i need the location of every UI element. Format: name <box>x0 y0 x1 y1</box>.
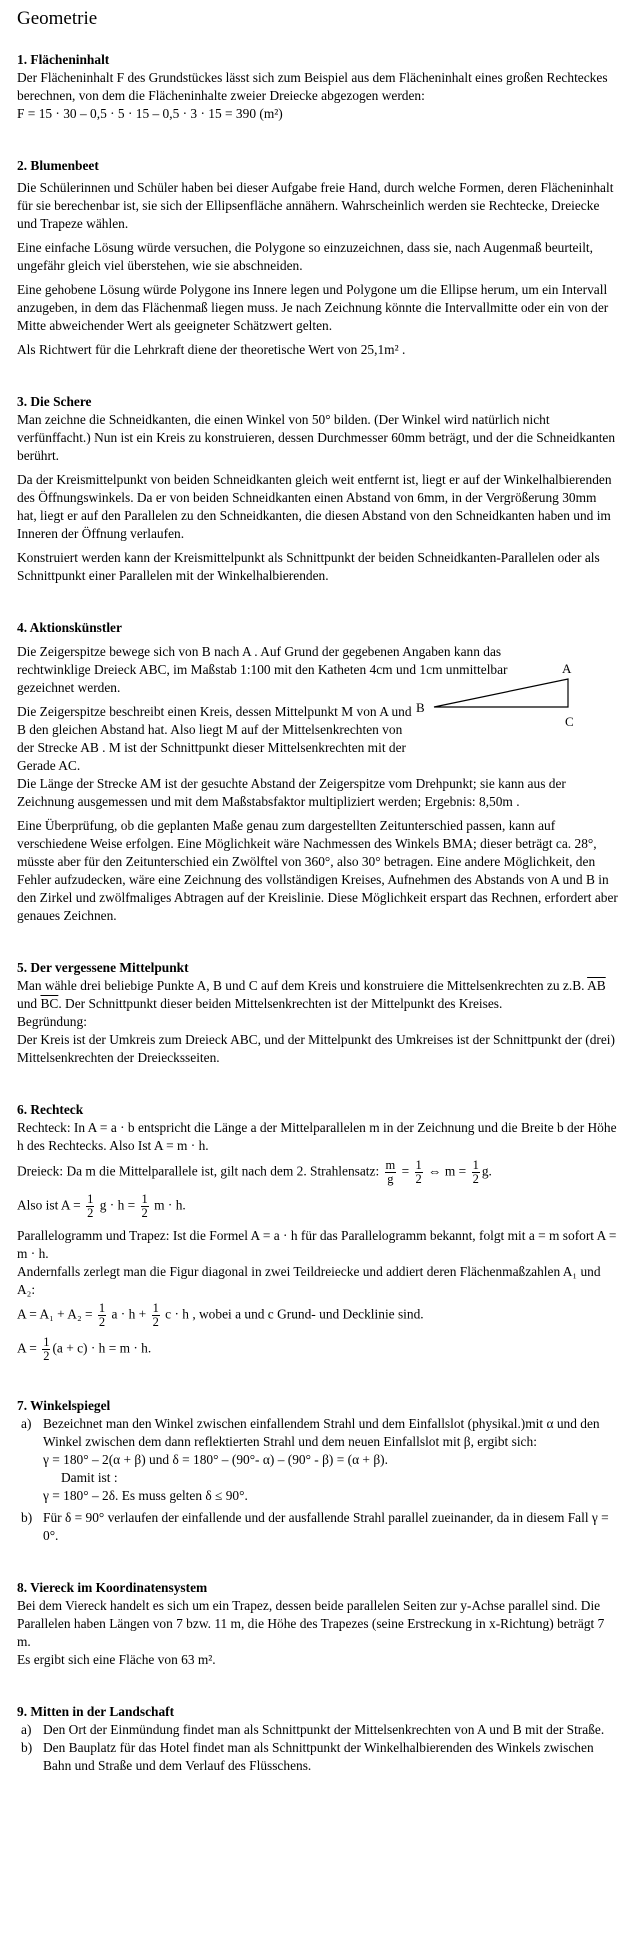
paragraph: Rechteck: In A = a · b entspricht die Länge a der Mittelparallelen m in der Zeichnung und die Breite b der Höhe h des Rechtecks. Also Ist A = m · h. <box>17 1120 617 1153</box>
paragraph: Es ergibt sich eine Fläche von 63 m². <box>17 1652 216 1667</box>
paragraph: Parallelogramm und Trapez: Ist die Formel A = a · h für das Parallelogramm bekannt, folgt mit a = m sofort A = m · h. <box>17 1228 617 1261</box>
text-run: Dreieck: Da m die Mittelparallele ist, gilt nach dem 2. Strahlensatz: <box>17 1163 380 1179</box>
item-text: Bezeichnet man den Winkel zwischen einfallendem Strahl und dem Einfallslot (physikal.)mit α und den Winkel zwischen dem dann reflektierten Strahl und dem neuen Einfallslot mit β, ergibt sich: <box>43 1416 600 1449</box>
triangle-abc <box>434 679 568 707</box>
paragraph: Andernfalls zerlegt man die Figur diagonal in zwei Teildreiecke und addiert deren Flächenmaßzahlen A₁ und A₂: <box>17 1264 601 1297</box>
equation-strahlensatz: Dreieck: Da m die Mittelparallele ist, gilt nach dem 2. Strahlensatz: $\frac{m}{g}$ = $\frac{1}{2}$ ⇔ m = $\frac{1}{2}$ g. <box>17 1158 492 1186</box>
list-item <box>21 1721 618 1739</box>
paragraph: Die Länge der Strecke AM ist der gesuchte Abstand der Zeigerspitze vom Drehpunkt; sie kann aus der Zeichnung ausgemessen und mit dem Maßstabsfaktor multipliziert werden; Ergebnis: 8,50m . <box>17 776 566 809</box>
segment-bc: $\overline{BC}$ <box>40 996 59 1011</box>
text-run: m · h. <box>154 1197 186 1213</box>
paragraph <box>17 977 618 1013</box>
numerator: 1 <box>152 1301 159 1315</box>
section-title: 6. Rechteck <box>17 1102 84 1117</box>
paragraph: Da der Kreismittelpunkt von beiden Schneidkanten gleich weit entfernt ist, liegt er auf der Winkelhalbierenden des Öffnungswinkels. Da er von beiden Schneidkanten einen Abstand von 6mm, in der Vergrößerung 30mm hat, liegt er auf den Parallelen zu den Schneidkanten, die diesen Abstand von den Schneidkanten haben und im Inneren der Öffnung verlaufen. <box>17 472 612 541</box>
section-rechteck <box>17 1101 618 1363</box>
item-label: b) <box>21 1510 33 1525</box>
text-run: . Der Schnittpunkt dieser beiden Mittelsenkrechten ist der Mittelpunkt des Kreises. <box>58 996 503 1011</box>
text-run: A = A₁ + A₂ = <box>17 1306 93 1322</box>
text-run: (a + c) · h = m · h. <box>52 1340 152 1356</box>
item-text: Damit ist : <box>61 1470 118 1485</box>
denominator: 2 <box>98 1315 106 1329</box>
triangle-svg <box>412 649 582 731</box>
paragraph: Die Zeigerspitze bewege sich von B nach A . Auf Grund der gegebenen Angaben kann das rechtwinklige Dreieck ABC, im Maßstab 1:100 mit den Katheten 4cm und 1cm unmittelbar gezeichnet werden. <box>17 644 508 695</box>
section-title: 1. Flächeninhalt <box>17 52 110 67</box>
fraction-one-half <box>141 1193 149 1220</box>
formula: F = 15 · 30 – 0,5 · 5 · 15 – 0,5 · 3 · 15 = 390 (m²) <box>17 106 283 121</box>
paragraph: Begründung: <box>17 1014 87 1029</box>
label-c: C <box>565 714 574 729</box>
fraction-one-half <box>472 1159 480 1186</box>
text-run: c · h , wobei a und c Grund- und Decklinie sind. <box>165 1306 424 1322</box>
page-title: Geometrie <box>17 8 98 29</box>
section-aktionskuenstler <box>17 619 618 925</box>
fraction-one-half <box>98 1302 106 1329</box>
text-run: A = <box>17 1340 37 1356</box>
paragraph: Eine einfache Lösung würde versuchen, die Polygone so einzuzeichnen, dass sie, nach Augenmaß beurteilt, ungefähr gleich viel überstehen, wie sie abschneiden. <box>17 240 593 273</box>
text-run: und <box>17 996 38 1011</box>
section-title: 4. Aktionskünstler <box>17 620 122 635</box>
denominator: 2 <box>87 1206 94 1220</box>
section-winkelspiegel <box>17 1397 618 1545</box>
text-run: g. <box>481 1163 492 1179</box>
numerator: 1 <box>141 1192 148 1206</box>
section-viereck <box>17 1579 618 1669</box>
section-flaecheninhalt <box>17 51 618 123</box>
section-mittelpunkt <box>17 959 618 1067</box>
item-label: a) <box>21 1416 32 1431</box>
paragraph: Die Zeigerspitze beschreibt einen Kreis, dessen Mittelpunkt M von A und B den gleichen Abstand hat. Also liegt M auf der Mittelsenkrechten von der Strecke AB . M ist der Schnittpunkt dieser Mittelsenkrechten mit der Gerade AC. <box>17 704 412 773</box>
paragraph: Man zeichne die Schneidkanten, die einen Winkel von 50° bilden. (Der Winkel wird natürlich nicht verfünffacht.) Nun ist ein Kreis zu konstruieren, dessen Durchmesser 60mm beträgt, und der die Schneidkanten berührt. <box>17 412 616 463</box>
text-run: a · h + <box>111 1306 147 1322</box>
denominator: g <box>387 1172 394 1186</box>
numerator: m <box>385 1158 396 1172</box>
segment-ab: $\overline{AB}$ <box>587 978 606 993</box>
section-title: 3. Die Schere <box>17 394 92 409</box>
section-title: 2. Blumenbeet <box>17 158 99 173</box>
denominator: 2 <box>415 1172 422 1186</box>
item-text: Den Bauplatz für das Hotel findet man als Schnittpunkt der Winkelhalbierenden des Winkels zwischen Bahn und Straße und dem Verlauf des Flüsschens. <box>43 1740 594 1773</box>
fraction-one-half <box>42 1336 50 1363</box>
equation-trapez <box>17 1302 618 1329</box>
denominator: 2 <box>43 1349 50 1363</box>
denominator: 2 <box>472 1172 479 1186</box>
item-label: b) <box>21 1740 33 1755</box>
text-run: g · h = <box>99 1197 136 1213</box>
item-text: Für δ = 90° verlaufen der einfallende und der ausfallende Strahl parallel zueinander, da in diesem Fall γ = 0°. <box>43 1510 609 1543</box>
equation-dreieck <box>17 1193 618 1220</box>
item-list <box>17 1721 618 1775</box>
text-run: ⇔ m = <box>428 1163 467 1179</box>
section-blumenbeet <box>17 157 618 359</box>
numerator: 1 <box>415 1158 422 1172</box>
list-item <box>21 1415 618 1505</box>
numerator: 1 <box>87 1192 94 1206</box>
paragraph: Der Kreis ist der Umkreis zum Dreieck ABC, und der Mittelpunkt des Umkreises ist der Schnittpunkt der (drei) Mittelsenkrechten der Dreiecksseiten. <box>17 1032 615 1065</box>
numerator: 1 <box>43 1335 50 1349</box>
section-title: 8. Viereck im Koordinatensystem <box>17 1580 208 1595</box>
denominator: 2 <box>152 1315 159 1329</box>
section-title: 7. Winkelspiegel <box>17 1398 111 1413</box>
fraction-one-half <box>415 1159 423 1186</box>
section-landschaft <box>17 1703 618 1775</box>
paragraph: Eine Überprüfung, ob die geplanten Maße genau zum dargestellten Zeitunterschied passen, kann auf verschiedene Weise erfolgen. Eine Möglichkeit wäre Nachmessen des Winkels BMA; dieser beträgt ca. 28°, müsste aber für den Zeitunterschied ein Zwölftel von 360°, also 30° betragen. Eine andere Möglichkeit, den Fehler aufzudecken, wäre eine Zeichnung des vollständigen Kreises, Aufnehmen des Abstands von A und B in den Zirkel und zwölfmaliges Abtragen auf der Kreislinie. Diese Möglichkeit erspart das Rechnen, erfordert aber genaues Zeichnen. <box>17 818 618 923</box>
fraction-m-g <box>385 1159 397 1186</box>
fraction-one-half <box>152 1302 160 1329</box>
numerator: 1 <box>472 1158 479 1172</box>
section-title: 9. Mitten in der Landschaft <box>17 1704 175 1719</box>
item-text: γ = 180° – 2(α + β) und δ = 180° – (90°- α) – (90° - β) = (α + β). <box>43 1452 388 1467</box>
paragraph: Als Richtwert für die Lehrkraft diene der theoretische Wert von 25,1m² . <box>17 342 406 357</box>
text-run: Also ist A = <box>17 1197 81 1213</box>
paragraph: Die Schülerinnen und Schüler haben bei dieser Aufgabe freie Hand, durch welche Formen, deren Flächeninhalt für sie berechenbar ist, sie sich der Ellipsenfläche annähern. Wahrscheinlich werden sie Rechtecke, Dreiecke und Trapeze wählen. <box>17 180 614 231</box>
section-title: 5. Der vergessene Mittelpunkt <box>17 960 189 975</box>
list-item <box>21 1509 618 1545</box>
denominator: 2 <box>141 1206 148 1220</box>
item-text: Den Ort der Einmündung findet man als Schnittpunkt der Mittelsenkrechten von A und B mit der Straße. <box>43 1722 605 1737</box>
section-schere <box>17 393 618 585</box>
label-b: B <box>416 700 425 715</box>
item-list <box>17 1415 618 1545</box>
paragraph: Konstruiert werden kann der Kreismittelpunkt als Schnittpunkt der beiden Schneidkanten-Parallelen oder als Schnittpunkt einer Parallelen mit der Winkelhalbierenden. <box>17 550 600 583</box>
label-a: A <box>562 661 572 676</box>
paragraph: Eine gehobene Lösung würde Polygone ins Innere legen und Polygone um die Ellipse herum, um ein Intervall anzugeben, in dem das Flächenmaß liegen muss. Je nach Zeichnung könnte die Intervallmitte oder ein von der Mitte abweichender Wert als geeigneter Schätzwert gelten. <box>17 282 609 333</box>
paragraph: Bei dem Viereck handelt es sich um ein Trapez, dessen beide parallelen Seiten zur y-Achse parallel sind. Die Parallelen haben Längen von 7 bzw. 11 m, die Höhe des Trapezes (seine Erstreckung in x-Richtung) beträgt 7 m. <box>17 1598 605 1649</box>
equation-result <box>17 1336 618 1363</box>
item-label: a) <box>21 1722 32 1737</box>
item-text: γ = 180° – 2δ. Es muss gelten δ ≤ 90°. <box>43 1488 248 1503</box>
list-item <box>21 1739 618 1775</box>
numerator: 1 <box>98 1301 106 1315</box>
text-run: Man wähle drei beliebige Punkte A, B und C auf dem Kreis und konstruiere die Mittelsenkrechten zu z.B. <box>17 978 585 993</box>
paragraph: Der Flächeninhalt F des Grundstückes lässt sich zum Beispiel aus dem Flächeninhalt eines großen Rechteckes berechnen, von dem die Flächeninhalte zweier Dreiecke abgezogen werden: <box>17 70 608 103</box>
triangle-figure <box>412 649 582 731</box>
fraction-one-half <box>86 1193 94 1220</box>
